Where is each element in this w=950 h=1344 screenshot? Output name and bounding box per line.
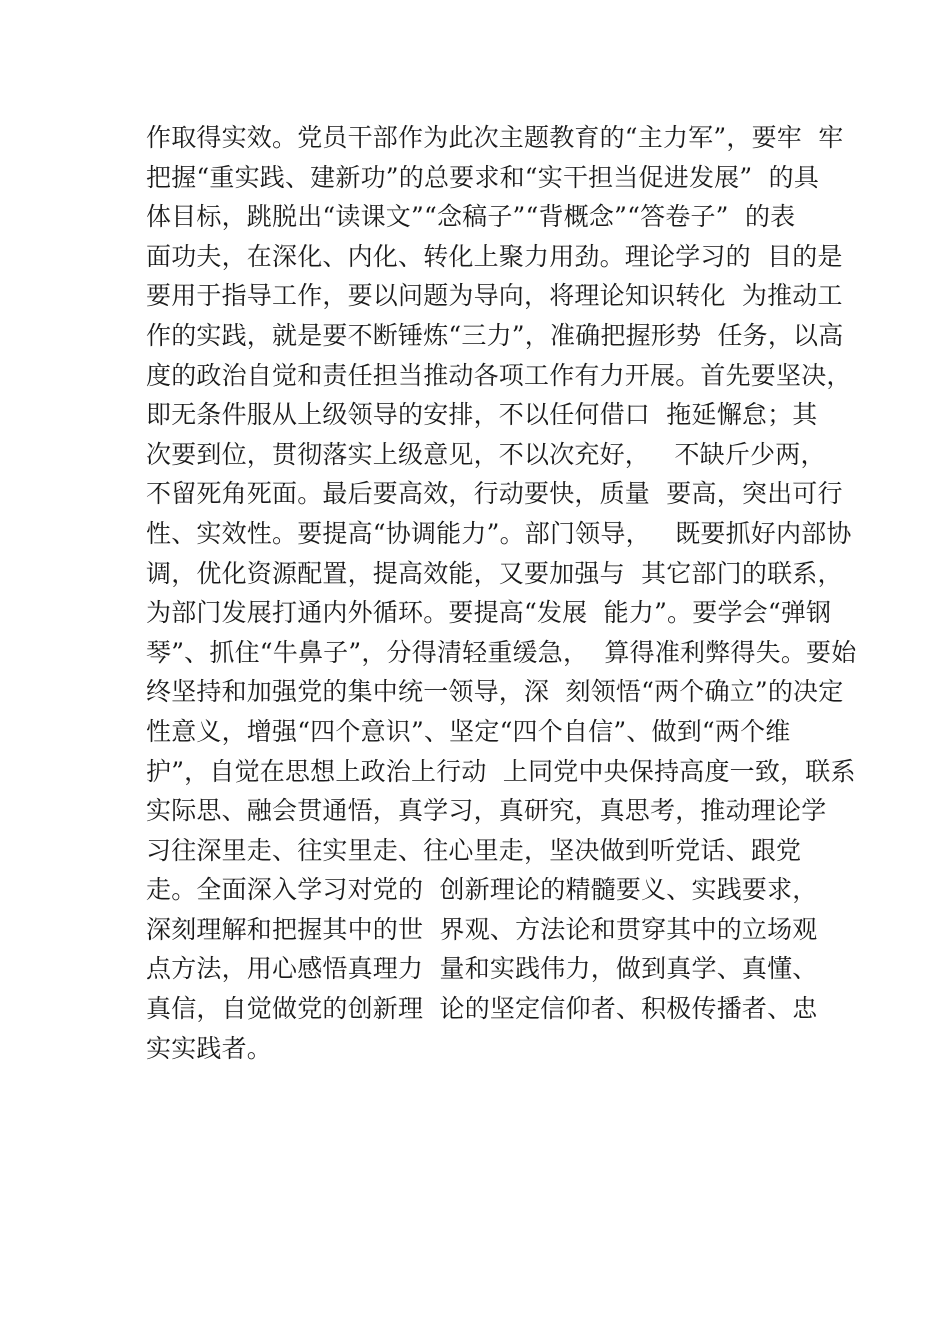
text-line: 习往深里走、往实里走、往心里走，坚决做到听党话、跟党 bbox=[146, 835, 802, 865]
text-line: 调，优化资源配置，提高效能，又要加强与 其它部门的联系， bbox=[146, 558, 843, 588]
text-line: 度的政治自觉和责任担当推动各项工作有力开展。首先要坚决， bbox=[146, 360, 852, 390]
text-line: 走。全面深入学习对党的 创新理论的精髓要义、实践要求， bbox=[146, 875, 818, 905]
text-line: 面功夫，在深化、内化、转化上聚力用劲。理论学习的 目的是 bbox=[146, 241, 843, 271]
body-paragraph bbox=[146, 118, 857, 1068]
text-line: 琴”、抓住“牛鼻子”，分得清轻重缓急， 算得准利弊得失。要始 bbox=[146, 637, 857, 667]
text-line: 实实践者。 bbox=[146, 1033, 273, 1063]
text-line: 深刻理解和把握其中的世 界观、方法论和贯穿其中的立场观 bbox=[146, 914, 818, 944]
text-line: 不留死角死面。最后要高效，行动要快，质量 要高，突出可行 bbox=[146, 479, 843, 509]
text-line: 即无条件服从上级领导的安排，不以任何借口 拖延懈怠；其 bbox=[146, 400, 818, 430]
text-line: 体目标，跳脱出“读课文”“念稿子”“背概念”“答卷子” 的表 bbox=[146, 202, 796, 232]
text-line: 性意义，增强“四个意识”、坚定“四个自信”、做到“两个维 bbox=[146, 716, 791, 746]
text-line: 真信，自觉做党的创新理 论的坚定信仰者、积极传播者、忠 bbox=[146, 994, 818, 1024]
text-line: 要用于指导工作，要以问题为导向，将理论知识转化 为推动工 bbox=[146, 281, 843, 311]
text-line: 点方法，用心感悟真理力 量和实践伟力，做到真学、真懂、 bbox=[146, 954, 818, 984]
text-line: 作取得实效。党员干部作为此次主题教育的“主力军”，要牢 牢 bbox=[146, 123, 844, 152]
text-line: 护”，自觉在思想上政治上行动 上同党中央保持高度一致，联系 bbox=[146, 756, 856, 786]
text-line: 性、实效性。要提高“协调能力”。部门领导， 既要抓好内部协 bbox=[146, 518, 852, 548]
text-line: 把握“重实践、建新功”的总要求和“实干担当促进发展” 的具 bbox=[146, 162, 820, 192]
text-line: 作的实践，就是要不断锤炼“三力”，准确把握形势 任务，以高 bbox=[146, 320, 844, 350]
text-line: 次要到位，贯彻落实上级意见，不以次充好， 不缺斤少两， bbox=[146, 439, 826, 469]
text-line: 为部门发展打通内外循环。要提高“发展 能力”。要学会“弹钢 bbox=[146, 598, 832, 628]
text-line: 终坚持和加强党的集中统一领导，深 刻领悟“两个确立”的决定 bbox=[146, 677, 844, 707]
text-line: 实际思、融会贯通悟，真学习，真研究，真思考，推动理论学 bbox=[146, 796, 827, 826]
